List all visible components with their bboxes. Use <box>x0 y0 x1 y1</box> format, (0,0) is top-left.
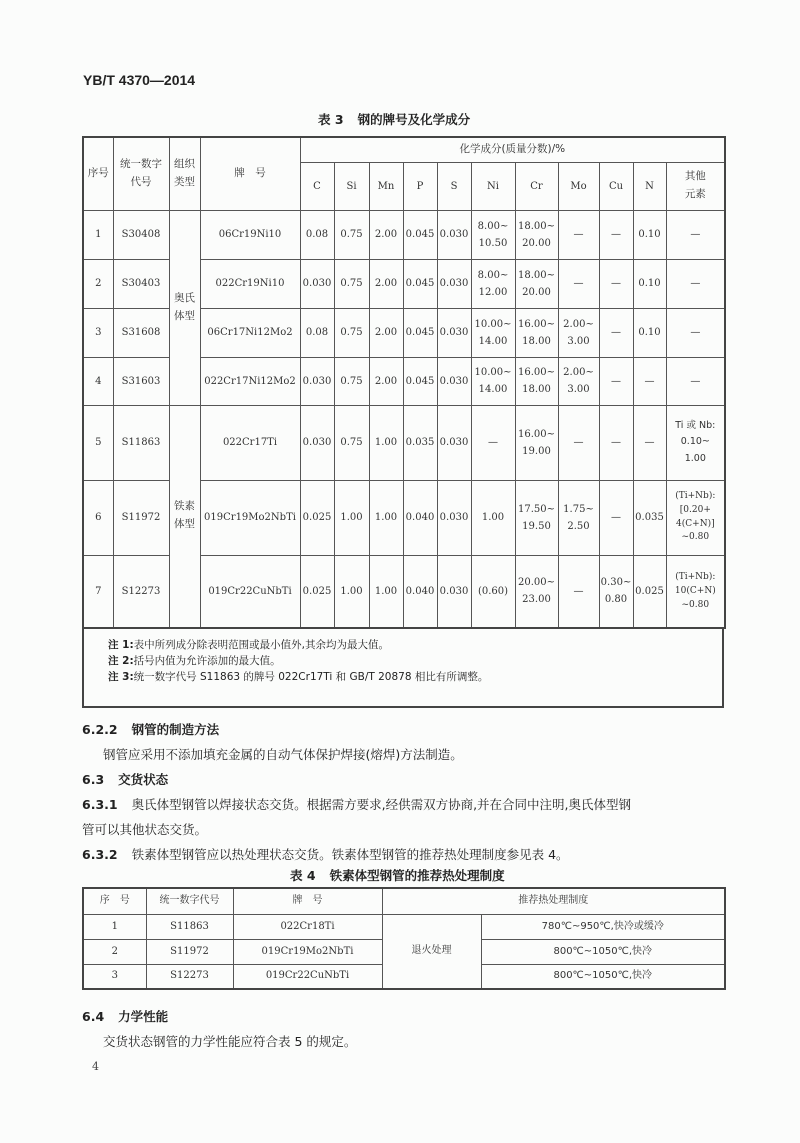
cell-code: S30403 <box>113 259 169 308</box>
header-other <box>666 162 725 210</box>
cell-seq: 6 <box>83 480 113 555</box>
table4-caption-number: 表 4 <box>290 868 316 883</box>
cell-cr-min: 16.00~ <box>517 367 555 378</box>
cell-other-line1: Ti 或 Nb: <box>675 420 716 432</box>
cell-s: 0.030 <box>437 555 471 628</box>
cell-ni-min: 10.00~ <box>474 367 512 378</box>
cell-seq: 2 <box>83 259 113 308</box>
cell-n: 0.025 <box>633 555 666 628</box>
cell-ni: (0.60) <box>471 555 515 628</box>
table4-heat-treatment <box>82 887 726 990</box>
cell-cr-min: 20.00~ <box>517 577 555 589</box>
cell-mn: 1.00 <box>369 555 403 628</box>
header-code-line1: 统一数字 <box>120 157 162 170</box>
header-other-line2: 元素 <box>684 188 706 200</box>
cell-ni-max: 10.50 <box>478 237 508 249</box>
group-austenitic-line2: 体型 <box>174 309 195 322</box>
cell-other: — <box>666 357 725 405</box>
cell-code: S31608 <box>113 308 169 357</box>
cell-cu: — <box>599 357 633 405</box>
cell-n: — <box>633 405 666 480</box>
group-ferritic <box>169 405 200 628</box>
cell-ni <box>471 259 515 308</box>
cell-grade: 022Cr17Ti <box>200 405 300 480</box>
table4-caption-text: 铁素体型钢管的推荐热处理制度 <box>329 868 505 883</box>
cell-ni-max: 14.00 <box>478 335 508 347</box>
cell-cr-min: 18.00~ <box>517 269 555 281</box>
cell-seq: 3 <box>83 964 146 989</box>
cell-other <box>666 555 725 628</box>
cell-s: 0.030 <box>437 259 471 308</box>
cell-ni <box>471 357 515 405</box>
table4-header-row <box>83 888 725 914</box>
header-seq: 序号 <box>83 137 113 210</box>
cell-other <box>666 405 725 480</box>
cell-n: 0.035 <box>633 480 666 555</box>
group-ferritic-line2: 体型 <box>174 518 195 531</box>
cell-cu <box>599 555 633 628</box>
cell-si: 0.75 <box>334 259 369 308</box>
section-6-3-heading <box>82 770 168 788</box>
cell-grade: 019Cr22CuNbTi <box>233 964 382 989</box>
cell-grade: 019Cr19Mo2NbTi <box>233 939 382 964</box>
cell-si: 0.75 <box>334 308 369 357</box>
cell-treatment: 退火处理 <box>382 914 481 989</box>
table3-header-row <box>83 137 725 162</box>
cell-mo: — <box>558 210 599 259</box>
cell-other-line3: ~0.80 <box>681 600 710 611</box>
cell-other-line2: 0.10~ <box>680 436 710 448</box>
cell-c: 0.025 <box>300 555 334 628</box>
cell-grade: 06Cr17Ni12Mo2 <box>200 308 300 357</box>
cell-process: 800℃~1050℃,快冷 <box>481 964 725 989</box>
cell-cr-min: 16.00~ <box>517 428 555 440</box>
cell-cr-max: 19.50 <box>522 520 551 532</box>
cell-code: S11972 <box>113 480 169 555</box>
cell-cr <box>515 357 558 405</box>
cell-si: 0.75 <box>334 210 369 259</box>
cell-mn: 1.00 <box>369 405 403 480</box>
header-type-line2: 类型 <box>174 175 195 188</box>
standard-code: YB/T 4370—2014 <box>83 72 196 88</box>
cell-process: 800℃~1050℃,快冷 <box>481 939 725 964</box>
header-element: Cr <box>515 162 558 210</box>
header-element: N <box>633 162 666 210</box>
cell-c: 0.030 <box>300 259 334 308</box>
header-element: Mo <box>558 162 599 210</box>
table-row <box>83 914 725 939</box>
table3-chemical-composition <box>82 136 726 629</box>
section-title: 交货状态 <box>118 772 169 787</box>
cell-s: 0.030 <box>437 210 471 259</box>
cell-cu: — <box>599 210 633 259</box>
cell-p: 0.045 <box>403 308 437 357</box>
header-element: C <box>300 162 334 210</box>
header-element: Ni <box>471 162 515 210</box>
cell-cu: — <box>599 259 633 308</box>
cell-ni <box>471 308 515 357</box>
cell-ni <box>471 210 515 259</box>
cell-other-line2: 10(C+N) <box>674 586 716 597</box>
cell-cu: — <box>599 480 633 555</box>
cell-code: S11863 <box>113 405 169 480</box>
cell-si: 0.75 <box>334 405 369 480</box>
group-austenitic <box>169 210 200 405</box>
cell-mo-min: 2.00~ <box>563 367 594 378</box>
header-element: P <box>403 162 437 210</box>
cell-mo <box>558 308 599 357</box>
cell-seq: 7 <box>83 555 113 628</box>
table-row <box>83 405 725 480</box>
cell-c: 0.08 <box>300 308 334 357</box>
cell-ni-max: 12.00 <box>478 286 508 298</box>
section-number: 6.3.2 <box>82 847 118 862</box>
cell-s: 0.030 <box>437 357 471 405</box>
section-body: 奥氏体型钢管以焊接状态交货。根据需方要求,经供需双方协商,并在合同中注明,奥氏体型钢 <box>131 797 632 812</box>
cell-seq: 4 <box>83 357 113 405</box>
section-body: 铁素体型钢管应以热处理状态交货。铁素体型钢管的推荐热处理制度参见表 4。 <box>131 847 569 862</box>
section-6-3-2 <box>82 845 569 863</box>
cell-other <box>666 480 725 555</box>
cell-cu-min: 0.30~ <box>600 577 632 589</box>
cell-seq: 1 <box>83 210 113 259</box>
note <box>108 669 722 685</box>
cell-mo <box>558 480 599 555</box>
group-austenitic-line1: 奥氏 <box>174 291 195 304</box>
cell-n: 0.10 <box>633 259 666 308</box>
header-grade: 牌 号 <box>200 137 300 210</box>
cell-mo-max: 2.50 <box>567 520 590 532</box>
cell-mn: 2.00 <box>369 259 403 308</box>
header-element: Mn <box>369 162 403 210</box>
group-ferritic-line1: 铁素 <box>174 500 195 513</box>
cell-seq: 1 <box>83 914 146 939</box>
cell-cr-min: 18.00~ <box>517 220 555 232</box>
header-heat-treatment: 推荐热处理制度 <box>382 888 725 914</box>
cell-c: 0.030 <box>300 405 334 480</box>
header-code: 统一数字代号 <box>146 888 233 914</box>
page-number: 4 <box>92 1060 99 1073</box>
table3-caption <box>318 110 470 128</box>
cell-ni-min: 8.00~ <box>477 269 509 281</box>
cell-cr <box>515 555 558 628</box>
note-label: 注 2: <box>108 655 134 667</box>
cell-ni: 1.00 <box>471 480 515 555</box>
cell-other: — <box>666 308 725 357</box>
table3-caption-text: 钢的牌号及化学成分 <box>357 112 471 127</box>
header-type <box>169 137 200 210</box>
cell-code: S11972 <box>146 939 233 964</box>
note <box>108 637 722 653</box>
header-element: S <box>437 162 471 210</box>
cell-seq: 3 <box>83 308 113 357</box>
header-chem: 化学成分(质量分数)/% <box>300 137 725 162</box>
cell-other: — <box>666 259 725 308</box>
cell-c: 0.025 <box>300 480 334 555</box>
cell-si: 1.00 <box>334 480 369 555</box>
header-element: Si <box>334 162 369 210</box>
header-code-line2: 代号 <box>130 175 152 188</box>
cell-cr-max: 18.00 <box>522 384 551 395</box>
cell-cr-max: 20.00 <box>522 237 551 249</box>
section-title: 力学性能 <box>118 1009 169 1024</box>
cell-code: S11863 <box>146 914 233 939</box>
cell-seq: 5 <box>83 405 113 480</box>
cell-code: S12273 <box>113 555 169 628</box>
header-code <box>113 137 169 210</box>
cell-other: — <box>666 210 725 259</box>
cell-p: 0.045 <box>403 210 437 259</box>
cell-cr <box>515 480 558 555</box>
cell-cr <box>515 210 558 259</box>
cell-s: 0.030 <box>437 480 471 555</box>
cell-n: 0.10 <box>633 210 666 259</box>
table3-caption-number: 表 3 <box>318 112 344 127</box>
cell-mn: 2.00 <box>369 308 403 357</box>
cell-mo-min: 1.75~ <box>563 503 594 515</box>
cell-mo <box>558 357 599 405</box>
cell-s: 0.030 <box>437 308 471 357</box>
cell-grade: 022Cr17Ni12Mo2 <box>200 357 300 405</box>
section-6-4-heading <box>82 1007 168 1025</box>
cell-other-line3: 1.00 <box>684 452 706 464</box>
cell-mo-min: 2.00~ <box>563 318 594 330</box>
cell-p: 0.045 <box>403 357 437 405</box>
cell-cr-min: 17.50~ <box>517 503 555 515</box>
cell-mn: 2.00 <box>369 210 403 259</box>
note-label: 注 3: <box>108 671 134 683</box>
cell-ni-max: 14.00 <box>478 384 508 395</box>
section-title: 钢管的制造方法 <box>131 722 220 737</box>
cell-n: 0.10 <box>633 308 666 357</box>
header-element: Cu <box>599 162 633 210</box>
cell-cu-max: 0.80 <box>604 594 628 606</box>
note-text: 括号内值为允许添加的最大值。 <box>133 655 281 667</box>
cell-grade: 022Cr18Ti <box>233 914 382 939</box>
note-label: 注 1: <box>108 639 134 651</box>
cell-other-line2: [0.20+ <box>679 504 711 515</box>
section-6-3-1-line2: 管可以其他状态交货。 <box>82 822 208 837</box>
section-number: 6.2.2 <box>82 722 118 737</box>
cell-grade: 019Cr19Mo2NbTi <box>200 480 300 555</box>
cell-ni: — <box>471 405 515 480</box>
cell-mn: 2.00 <box>369 357 403 405</box>
cell-other-line3: 4(C+N)] <box>676 518 715 529</box>
cell-cr-max: 20.00 <box>522 286 551 298</box>
cell-cr-max: 23.00 <box>522 594 551 606</box>
cell-cr-min: 16.00~ <box>517 318 555 330</box>
cell-n: — <box>633 357 666 405</box>
header-seq: 序 号 <box>83 888 146 914</box>
cell-cr <box>515 308 558 357</box>
cell-s: 0.030 <box>437 405 471 480</box>
cell-p: 0.040 <box>403 555 437 628</box>
cell-mo: — <box>558 555 599 628</box>
cell-c: 0.030 <box>300 357 334 405</box>
cell-grade: 06Cr19Ni10 <box>200 210 300 259</box>
cell-seq: 2 <box>83 939 146 964</box>
cell-process: 780℃~950℃,快冷或缓冷 <box>481 914 725 939</box>
table4-caption <box>290 866 505 884</box>
section-6-2-2-heading <box>82 720 219 738</box>
table3-notes <box>82 628 724 708</box>
cell-ni-min: 10.00~ <box>474 318 512 330</box>
note-text: 统一数字代号 S11863 的牌号 022Cr17Ti 和 GB/T 20878 相比有所调整。 <box>133 671 489 683</box>
cell-p: 0.035 <box>403 405 437 480</box>
header-grade: 牌 号 <box>233 888 382 914</box>
section-number: 6.4 <box>82 1009 105 1024</box>
cell-cr <box>515 405 558 480</box>
note <box>108 653 722 669</box>
cell-c: 0.08 <box>300 210 334 259</box>
cell-ni-min: 8.00~ <box>477 220 509 232</box>
cell-grade: 022Cr19Ni10 <box>200 259 300 308</box>
cell-mo-max: 3.00 <box>567 335 590 347</box>
cell-p: 0.040 <box>403 480 437 555</box>
cell-mo: — <box>558 405 599 480</box>
header-other-line1: 其他 <box>684 170 706 183</box>
cell-p: 0.045 <box>403 259 437 308</box>
cell-mn: 1.00 <box>369 480 403 555</box>
note-text: 表中所列成分除表明范围或最小值外,其余均为最大值。 <box>133 639 390 651</box>
cell-cu: — <box>599 308 633 357</box>
cell-code: S31603 <box>113 357 169 405</box>
cell-mo-max: 3.00 <box>567 384 590 395</box>
section-6-3-1-line1 <box>82 795 631 813</box>
section-number: 6.3 <box>82 772 105 787</box>
cell-si: 0.75 <box>334 357 369 405</box>
header-type-line1: 组织 <box>174 157 195 170</box>
cell-grade: 019Cr22CuNbTi <box>200 555 300 628</box>
cell-other-line1: (Ti+Nb): <box>675 490 716 501</box>
cell-other-line4: ~0.80 <box>681 532 710 543</box>
cell-mo: — <box>558 259 599 308</box>
cell-other-line1: (Ti+Nb): <box>675 571 716 582</box>
cell-cr <box>515 259 558 308</box>
cell-cr-max: 19.00 <box>522 445 551 457</box>
section-number: 6.3.1 <box>82 797 118 812</box>
section-6-2-2-body: 钢管应采用不添加填充金属的自动气体保护焊接(熔焊)方法制造。 <box>103 747 463 762</box>
cell-cu: — <box>599 405 633 480</box>
cell-code: S30408 <box>113 210 169 259</box>
cell-code: S12273 <box>146 964 233 989</box>
table-row <box>83 210 725 259</box>
cell-cr-max: 18.00 <box>522 335 551 347</box>
section-6-4-body: 交货状态钢管的力学性能应符合表 5 的规定。 <box>103 1034 357 1049</box>
cell-si: 1.00 <box>334 555 369 628</box>
